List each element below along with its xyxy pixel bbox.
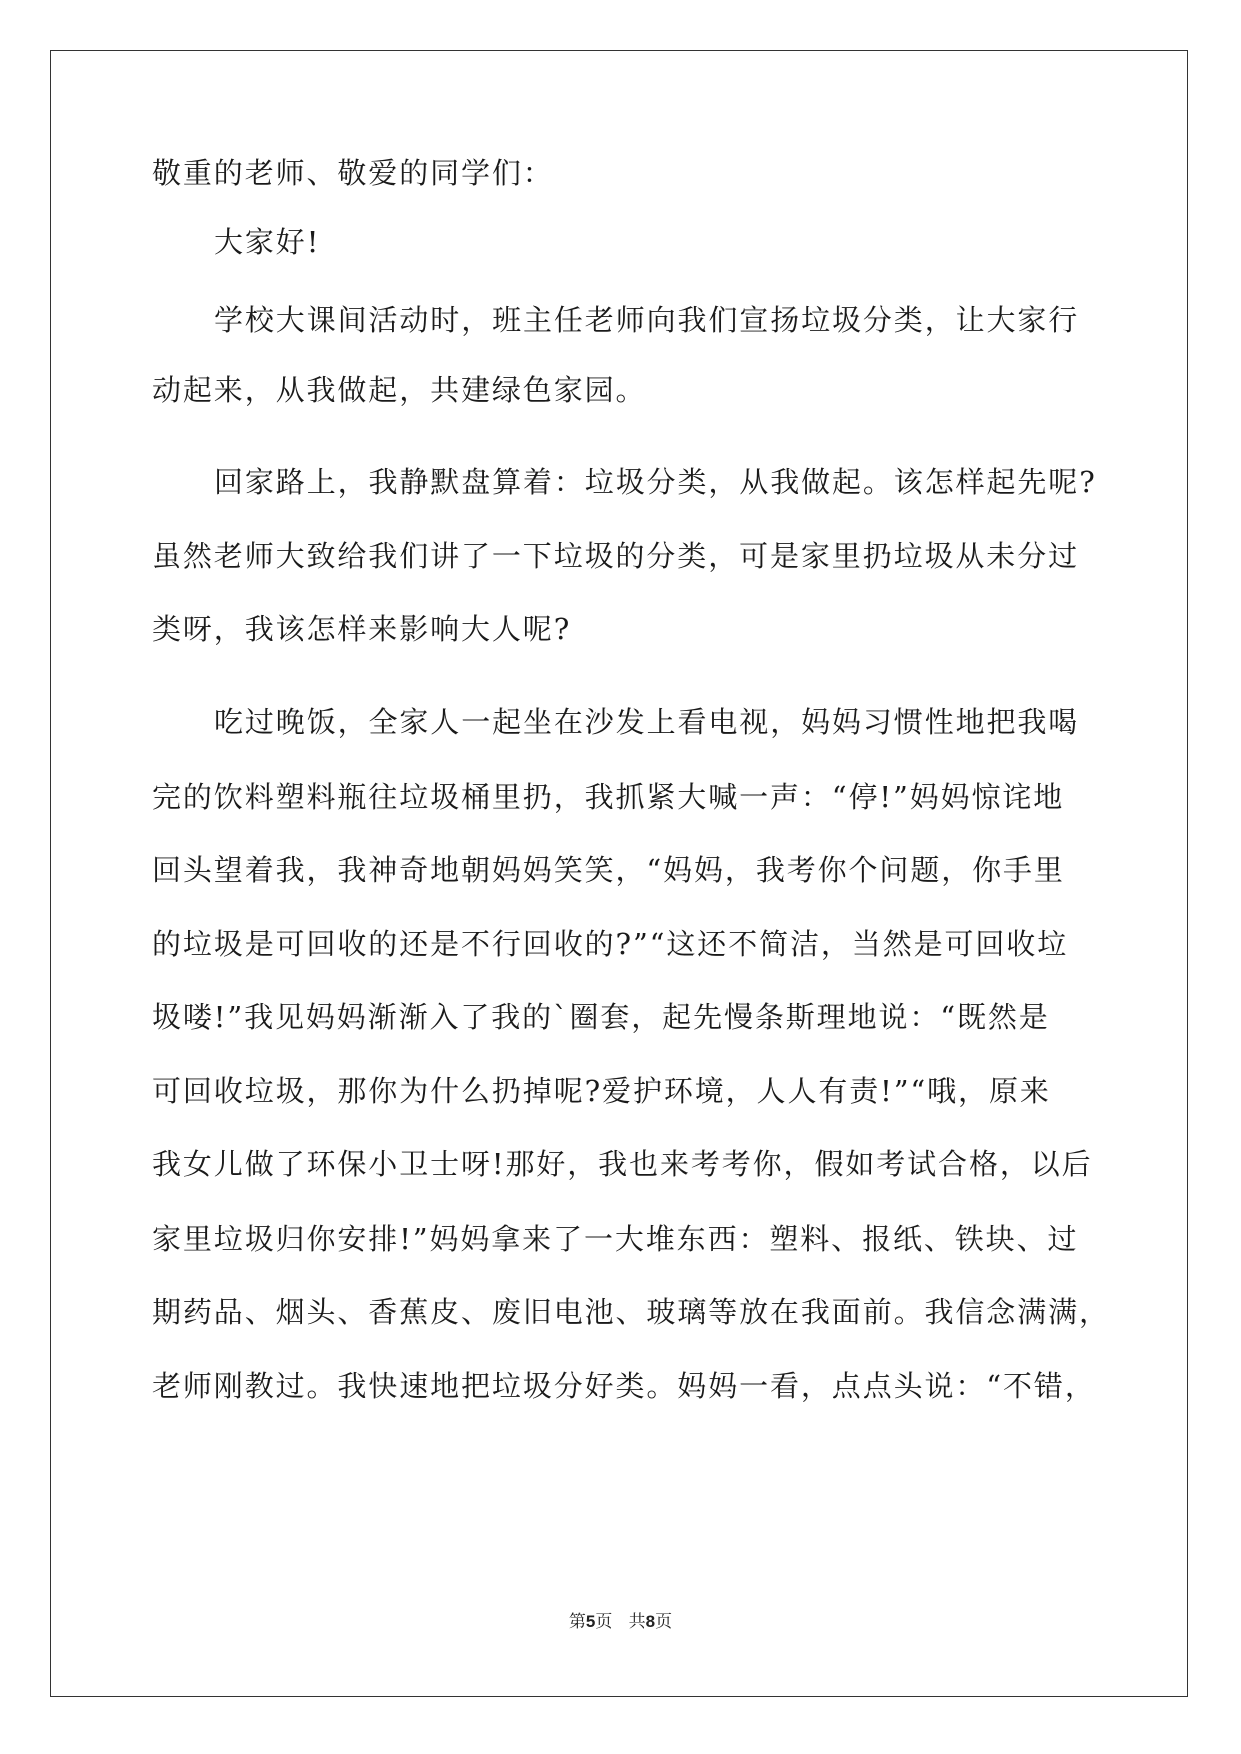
- paragraph-line: 回家路上，我静默盘算着：垃圾分类，从我做起。该怎样起先呢?: [214, 465, 1097, 499]
- paragraph-line: 的垃圾是可回收的还是不行回收的?”“这还不简洁，当然是可回收垃: [152, 927, 1069, 961]
- paragraph-line: 期药品、烟头、香蕉皮、废旧电池、玻璃等放在我面前。我信念满满，: [152, 1295, 1110, 1329]
- page-footer: [0, 1610, 1241, 1634]
- paragraph-line: 老师刚教过。我快速地把垃圾分好类。妈妈一看，点点头说：“不错，: [152, 1369, 1096, 1403]
- paragraph-line: 我女儿做了环保小卫士呀!那好，我也来考考你，假如考试合格，以后: [152, 1147, 1093, 1181]
- paragraph-line: 家里垃圾归你安排!”妈妈拿来了一大堆东西：塑料、报纸、铁块、过: [152, 1222, 1079, 1256]
- footer-total-pages: 8: [645, 1612, 656, 1631]
- paragraph-line: 动起来，从我做起，共建绿色家园。: [152, 373, 647, 407]
- paragraph-line: 圾喽!”我见妈妈渐渐入了我的`圈套，起先慢条斯理地说：“既然是: [152, 1000, 1050, 1034]
- paragraph-line: 回头望着我，我神奇地朝妈妈笑笑，“妈妈，我考你个问题，你手里: [152, 853, 1065, 887]
- footer-prefix: 第: [568, 1612, 586, 1632]
- paragraph-line: 虽然老师大致给我们讲了一下垃圾的分类，可是家里扔垃圾从未分过: [152, 539, 1080, 573]
- paragraph-line: 完的饮料塑料瓶往垃圾桶里扔，我抓紧大喊一声：“停!”妈妈惊诧地: [152, 780, 1065, 814]
- paragraph-line: 学校大课间活动时，班主任老师向我们宣扬垃圾分类，让大家行: [214, 303, 1080, 337]
- greeting: 大家好!: [214, 225, 321, 259]
- footer-page-number: 5: [585, 1612, 596, 1631]
- paragraph-line: 吃过晚饭，全家人一起坐在沙发上看电视，妈妈习惯性地把我喝: [214, 705, 1080, 739]
- salutation: 敬重的老师、敬爱的同学们：: [152, 156, 554, 190]
- paragraph-line: 类呀，我该怎样来影响大人呢?: [152, 612, 572, 646]
- paragraph-line: 可回收垃圾，那你为什么扔掉呢?爱护环境，人人有责!”“哦，原来: [152, 1074, 1051, 1108]
- footer-suffix: 页: [655, 1612, 673, 1632]
- footer-middle: 页 共: [595, 1612, 646, 1632]
